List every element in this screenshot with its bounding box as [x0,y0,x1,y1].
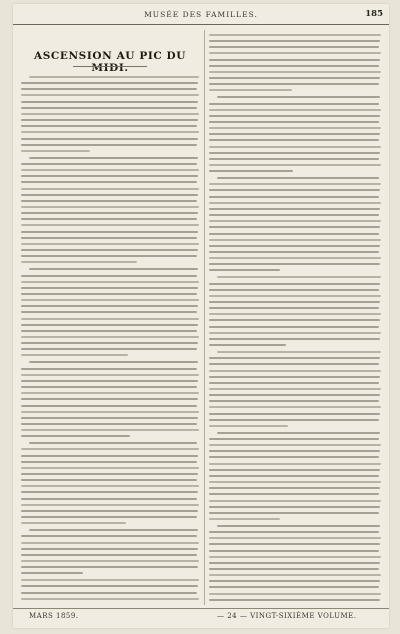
text-line [21,150,90,152]
text-line [29,442,197,444]
text-line [21,243,199,245]
text-line [21,392,199,394]
text-line [21,516,197,518]
text-line [21,101,198,103]
text-line [209,344,286,346]
text-line [209,71,381,73]
text-line [21,386,197,388]
text-line [21,200,197,202]
text-line [209,456,379,458]
text-line [209,506,380,508]
text-line [29,157,198,159]
text-line [21,224,199,226]
text-line [209,543,380,545]
text-line [209,593,381,595]
text-line [209,115,380,117]
text-line [21,131,199,133]
text-line [209,574,381,576]
running-head-title: MUSÉE DES FAMILLES. [144,10,258,19]
text-line [209,83,379,85]
text-line [21,287,198,289]
text-line [209,121,379,123]
text-line [21,88,197,90]
text-line [209,263,380,265]
title-rule [73,66,147,67]
text-line [21,560,199,562]
text-line [209,537,381,539]
text-line [209,400,379,402]
text-line [209,394,380,396]
text-line [209,52,381,54]
text-line [209,487,380,489]
text-line [21,348,197,350]
text-line [21,94,199,96]
text-line [21,485,199,487]
text-line [209,406,381,408]
text-line [209,226,380,228]
text-line [29,361,198,363]
text-line [21,107,197,109]
text-line [209,599,380,601]
text-line [21,374,199,376]
text-line [209,481,381,483]
text-line [29,76,199,78]
text-line [209,109,381,111]
text-line [209,40,380,42]
text-line [21,169,199,171]
article-title: ASCENSION AU PIC DU MIDI. [33,50,187,74]
text-line [21,572,83,574]
text-line [209,444,381,446]
text-line [21,218,197,220]
text-line [209,438,379,440]
text-line [209,531,379,533]
text-line [209,251,379,253]
text-line [209,158,379,160]
text-line [21,324,198,326]
text-line [209,556,381,558]
text-line [209,500,381,502]
text-line [21,398,198,400]
text-line [209,363,379,365]
text-line [209,183,381,185]
text-line [209,307,379,309]
text-line [209,214,379,216]
text-line [21,479,197,481]
text-line [21,448,199,450]
text-line [209,388,381,390]
text-line [21,598,199,600]
text-line [209,580,380,582]
text-line [209,295,381,297]
text-line [21,342,198,344]
text-line [209,568,379,570]
text-line [21,163,197,165]
text-line [21,535,197,537]
text-line [209,245,380,247]
text-line [21,138,198,140]
text-line [21,380,198,382]
text-line [21,305,198,307]
text-line [21,429,199,431]
text-line [209,127,381,129]
text-line [21,249,198,251]
text-line [21,281,199,283]
text-line [209,46,379,48]
text-line [209,469,380,471]
text-line [217,96,380,98]
text-line [209,77,380,79]
text-line [209,550,379,552]
text-line [209,382,379,384]
text-line [21,212,198,214]
text-line [21,330,197,332]
text-line [21,293,197,295]
text-line [209,376,380,378]
text-line [21,318,199,320]
document-page [13,4,389,628]
text-line [21,405,197,407]
text-line [209,562,380,564]
text-line [209,164,381,166]
text-line [21,491,198,493]
text-line [209,170,293,172]
text-line [21,423,197,425]
text-line [209,518,280,520]
text-line [21,113,199,115]
text-line [209,152,380,154]
text-line [21,461,197,463]
text-line [209,413,380,415]
text-line [21,566,198,568]
text-line [209,34,381,36]
text-line [21,336,199,338]
text-line [217,351,381,353]
text-line [209,289,379,291]
text-line [209,189,380,191]
text-line [209,133,380,135]
text-line [209,233,379,235]
text-line [21,255,197,257]
column-divider [204,30,205,605]
footer-date: MARS 1859. [29,612,79,620]
text-line [209,283,380,285]
text-line [21,261,137,263]
text-line [21,299,199,301]
text-line [209,257,381,259]
page-number: 185 [365,9,383,19]
text-line [209,419,379,421]
text-line [21,237,197,239]
text-line [209,512,379,514]
text-line [209,59,380,61]
text-line [21,579,199,581]
text-line [21,467,199,469]
text-line [21,175,198,177]
text-line [209,338,380,340]
text-line [21,181,197,183]
text-line [209,146,381,148]
text-line [21,504,199,506]
text-line [209,301,380,303]
text-line [29,529,198,531]
text-line [209,89,292,91]
text-line [209,220,381,222]
text-line [21,275,197,277]
text-line [209,370,381,372]
text-line [217,177,379,179]
text-line [209,196,379,198]
text-line [21,548,198,550]
text-line [209,357,380,359]
text-line [209,208,380,210]
text-line [21,554,197,556]
text-line [21,585,198,587]
text-line [209,65,379,67]
text-line [209,450,380,452]
text-line [21,194,198,196]
text-line [21,522,126,524]
text-line [217,276,381,278]
footer-signature: — 24 — VINGT-SIXIÈME VOLUME. [217,612,357,620]
text-line [21,188,199,190]
text-line [21,82,198,84]
text-line [29,268,198,270]
text-line [209,239,381,241]
text-line [209,202,381,204]
running-head [13,10,389,25]
text-line [209,326,379,328]
text-line [21,435,130,437]
text-line [209,425,288,427]
text-line [21,498,197,500]
text-line [209,493,379,495]
footer-rule [13,608,389,609]
text-line [209,269,280,271]
text-line [21,119,198,121]
text-line [21,411,199,413]
text-line [209,319,380,321]
text-line [217,525,380,527]
text-line [21,592,197,594]
text-line [21,125,197,127]
text-line [21,542,199,544]
text-line [21,311,197,313]
text-line [209,103,379,105]
text-line [21,368,197,370]
text-line [209,139,379,141]
text-line [21,455,198,457]
text-line [209,475,379,477]
text-line [217,432,380,434]
text-line [21,144,197,146]
text-line [209,332,381,334]
text-line [21,206,199,208]
text-line [21,473,198,475]
text-line [21,231,198,233]
text-line [209,586,379,588]
text-line [209,313,381,315]
text-line [209,463,381,465]
text-line [21,354,128,356]
text-line [21,417,198,419]
text-line [21,510,198,512]
